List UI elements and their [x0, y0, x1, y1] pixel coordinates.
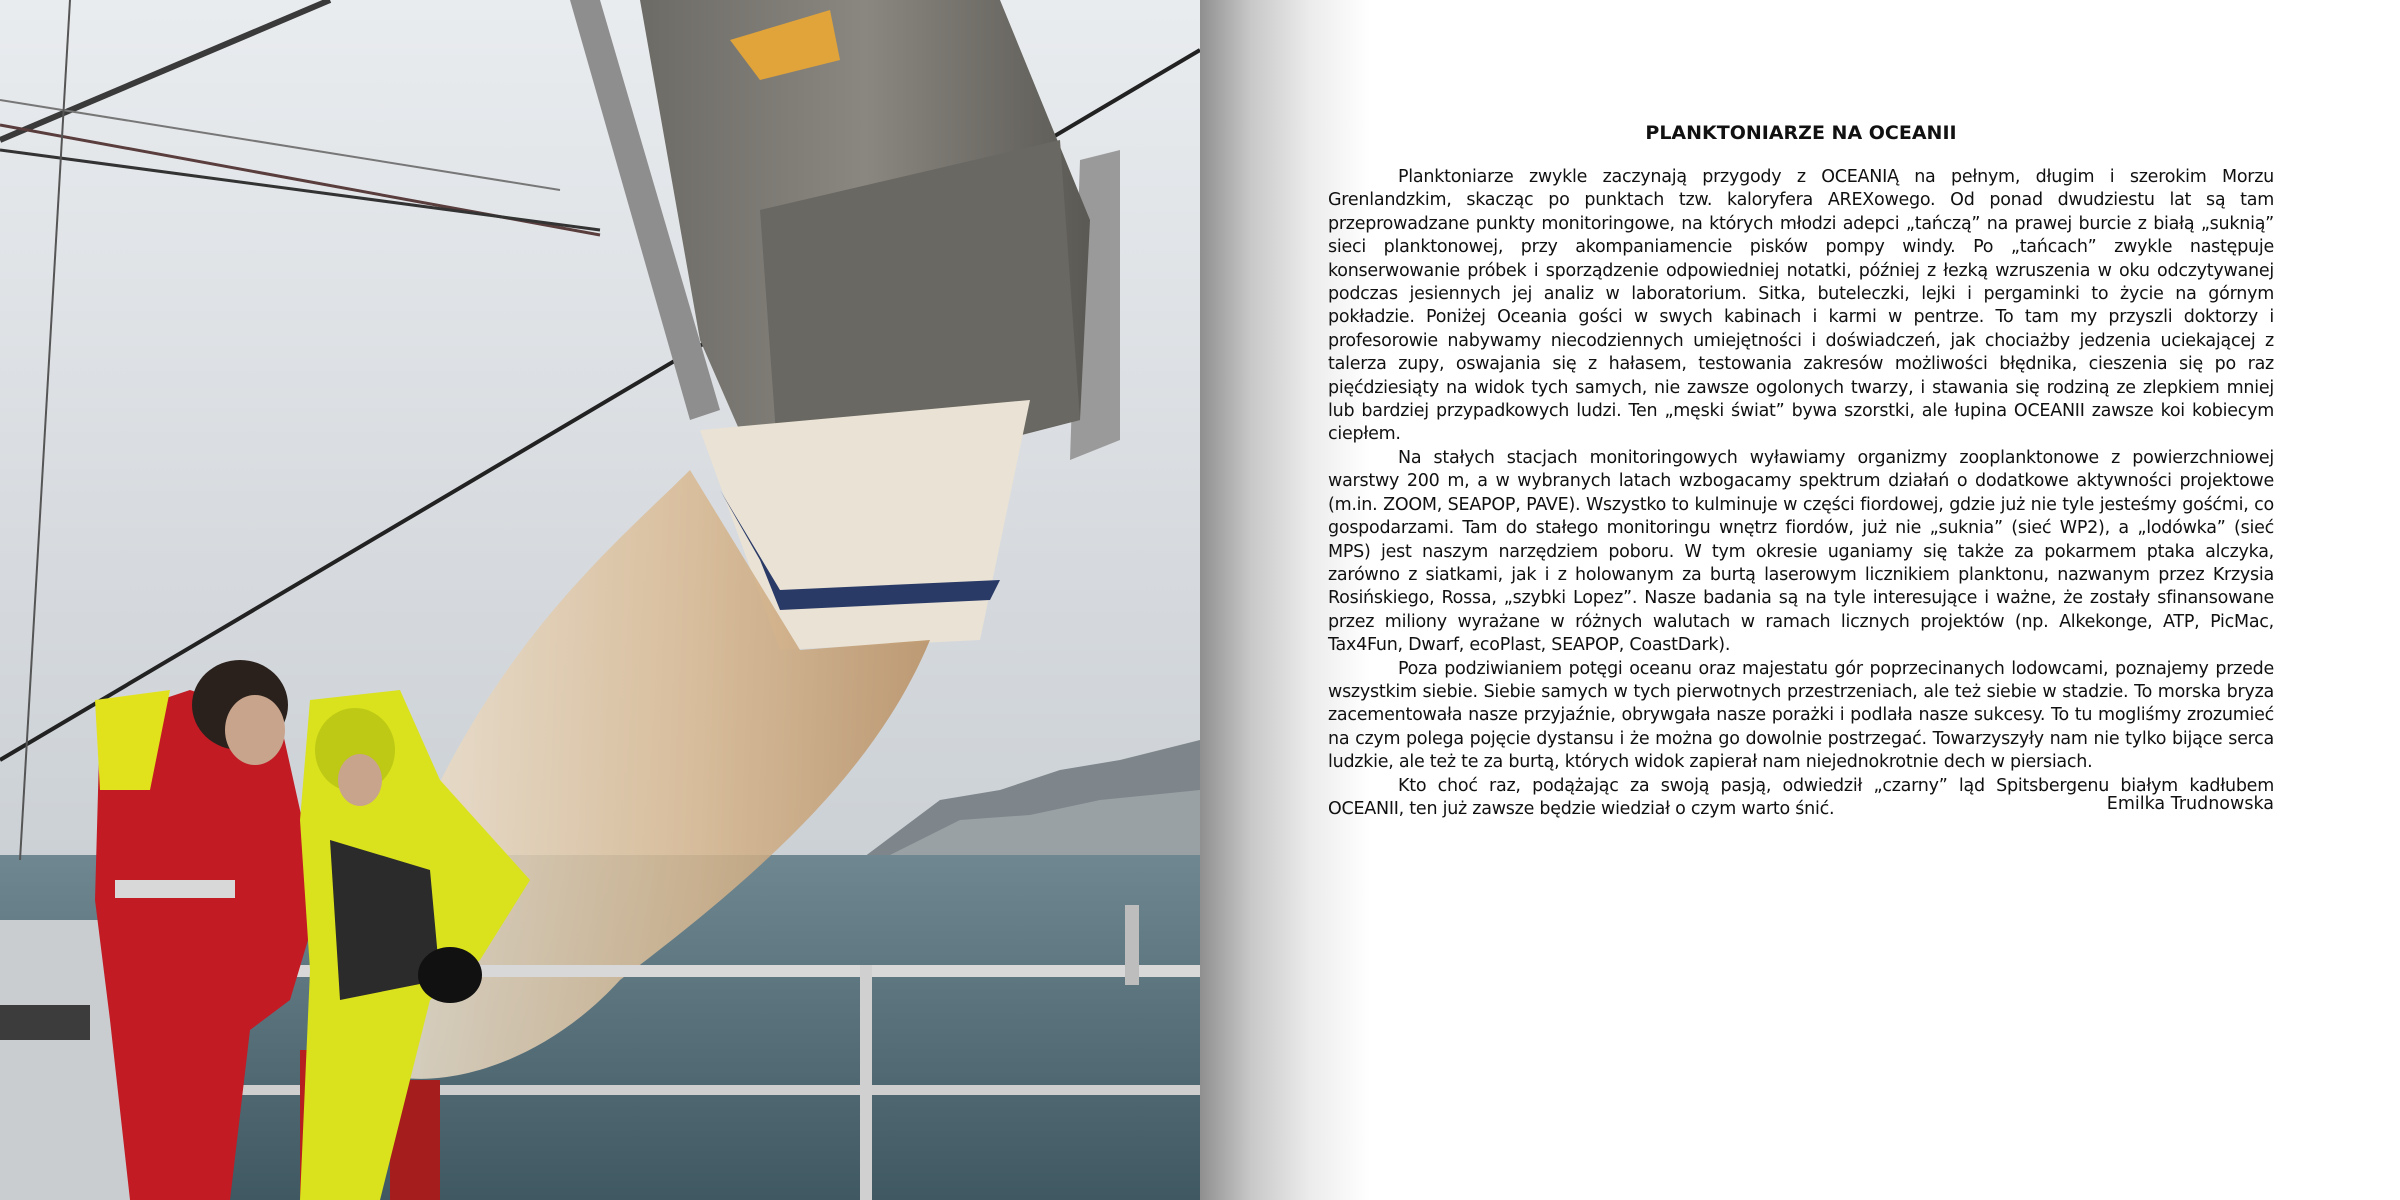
text-page — [1328, 0, 2400, 1200]
paragraph: Na stałych stacjach monitoringowych wyławiamy organizmy zooplanktonowe z powierzchniowej warstwy 200 m, a w wybranych latach wzbogacamy spektrum działań o dodatkowe aktywności projektowe (m.in. ZOOM, SEAPOP, PAVE). Wszystko to kulminuje w części fiordowej, gdzie już nie tyle jesteśmy gośćmi, co gospodarzami. Tam do stałego monitoringu wnętrz fiordów, już nie „suknia” (sieć WP2), a „lodówka” (sieć MPS) jest naszym narzędziem poboru. W tym okresie uganiamy się także za pokarmem ptaka alczyka, zarówno z siatkami, jak i z holowanym za burtą laserowym licznikiem planktonu, nazwanym przez Krzysia Rosińskiego, Rossa, „szybki Lopez”. Nasze badania są na tyle interesujące i ważne, że zostały sfinansowane przez miliony wyrażane w różnych walutach w ramach licznych projektów (np. Alkekonge, ATP, PicMac, Tax4Fun, Dwarf, ecoPlast, SEAPOP, CoastDark). — [1328, 447, 2274, 656]
paragraph: Planktoniarze zwykle zaczynają przygody z OCEANIĄ na pełnym, długim i szerokim Morzu Grenlandzkim, skacząc po punktach tzw. kaloryfera AREXowego. Od ponad dwudziestu lat są tam przeprowadzane punkty monitoringowe, na których młodzi adepci „tańczą” na prawej burcie z białą „suknią” sieci planktonowej, przy akompaniamencie pisków pompy windy. Po „tańcach” zwykle następuje konserwowanie próbek i sporządzenie odpowiedniej notatki, później z łezką wzruszenia w oku odczytywanej podczas jesiennych jej analiz w laboratorium. Sitka, buteleczki, lejki i pergaminki to życie na górnym pokładzie. Poniżej Oceania gości w swych kabinach i karmi w pentrze. To tam my przyszli doktorzy i profesorowie nabywamy niecodziennych umiejętności i doświadczeń, jak chociażby jedzenia uciekającej z talerza zupy, oswajania się z hałasem, testowania zakresów możliwości błędnika, cieszenia się po raz pięćdziesiąty na widok tych samych, nie zawsze ogolonych twarzy, i stawania się rodziną ze zlepkiem mniej lub bardziej przypadkowych ludzi. Ten „męski świat” bywa szorstki, ale łupina OCEANII zawsze koi kobiecym ciepłem. — [1328, 167, 2274, 445]
article-body — [1328, 166, 2274, 821]
paragraph: Kto choć raz, podążając za swoją pasją, odwiedził „czarny” ląd Spitsbergenu białym kadłubem OCEANII, ten już zawsze będzie wiedział o czym warto śnić. — [1328, 775, 2274, 819]
paragraph: Poza podziwianiem potęgi oceanu oraz majestatu gór poprzecinanych lodowcami, poznajemy przede wszystkim siebie. Siebie samych w tych pierwotnych przestrzeniach, ale też siebie w stadzie. To morska bryza zacementowała nasze przyjaźnie, obrywgała nasze porażki i podlała nasze sukcesy. To tu mogliśmy zrozumieć na czym polega pojęcie dystansu i że można go dowolnie postrzegać. Towarzyszyły nam nie tylko bijące serca ludzkie, ale też te za burtą, których widok zapierał nam niejednokrotnie dech w piersiach. — [1328, 658, 2274, 773]
author-signature: Emilka Trudnowska — [2106, 794, 2274, 814]
page-title: PLANKTONIARZE NA OCEANII — [1645, 122, 1957, 144]
